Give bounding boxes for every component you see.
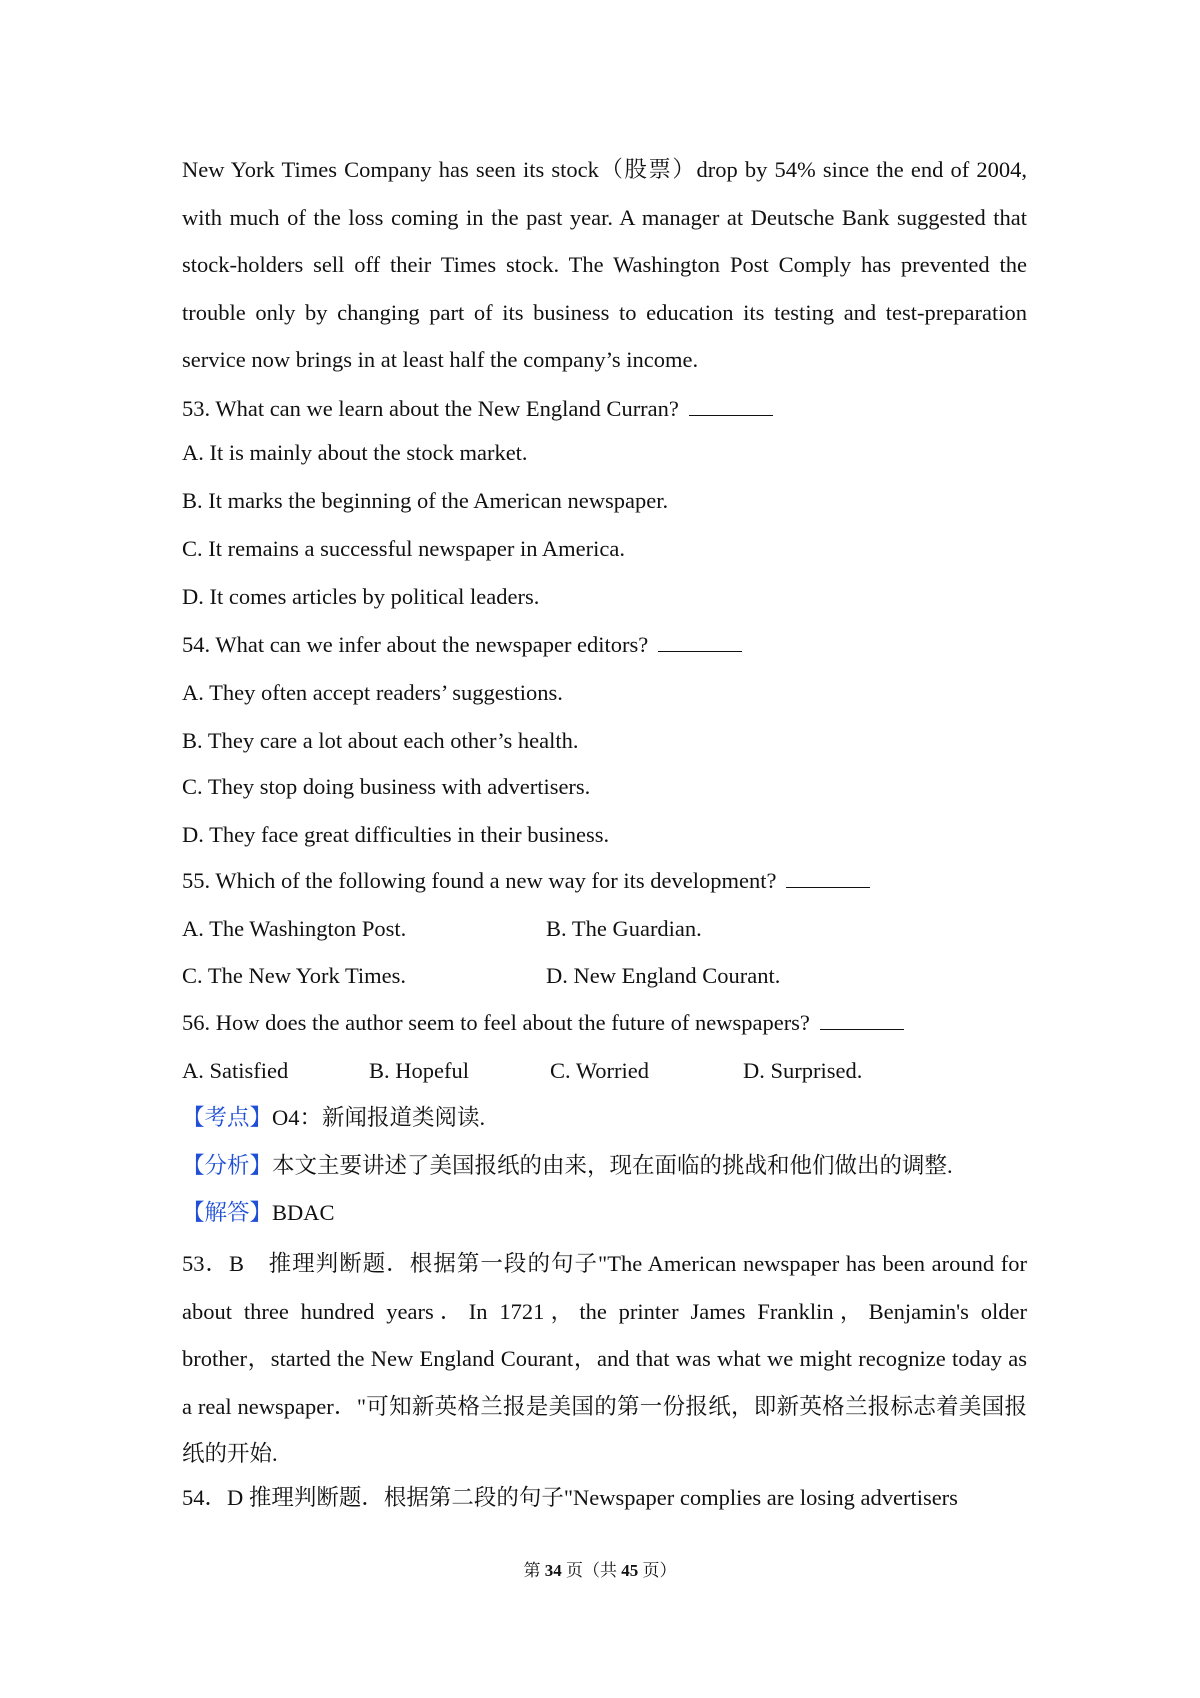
page-footer: 第 34 页（共 45 页） — [523, 1561, 677, 1580]
passage-paragraph: New York Times Company has seen its stock（股票）drop by 54% since the end of 2004, with much of the loss coming in the past year. A manager at Deutsche Bank suggested that stock-holders sell off their Times stock. The Washington Post Comply has prevented the trouble only by changing part of its business to education its testing and test-preparation service now brings in at least half the company’s income. — [182, 157, 1027, 372]
question-56-option-c: C. Worried — [550, 1058, 650, 1083]
fenxi-line: 【分析】本文主要讲述了美国报纸的由来，现在面临的挑战和他们做出的调整. — [182, 1153, 953, 1178]
question-56-stem: 56. How does the author seem to feel about the future of newspapers? — [182, 1008, 904, 1038]
question-54-option-a: A. They often accept readers’ suggestions. — [182, 680, 563, 705]
kaodian-tag: 【考点】 — [182, 1105, 273, 1130]
kaodian-line: 【考点】O4：新闻报道类阅读. — [182, 1105, 486, 1130]
page-total: 45 — [621, 1561, 639, 1580]
question-53-stem: 53. What can we learn about the New England Curran? — [182, 394, 773, 424]
answer-blank — [786, 869, 870, 888]
explanation-53: 53．B 推理判断题．根据第一段的句子"The American newspaper has been around for about three hundred years．In 1721，the printer James Franklin，Benjamin's older brother，started the New England Courant，and that was what we might recognize today as a real newspaper．"可知新英格兰报是美国的第一份报纸，即新英格兰报标志着美国报纸的开始. — [182, 1251, 1027, 1466]
question-56-option-d: D. Surprised. — [743, 1058, 863, 1083]
question-53-option-d: D. It comes articles by political leaders. — [182, 584, 540, 609]
answer-blank — [689, 397, 773, 416]
question-54-option-d: D. They face great difficulties in their business. — [182, 822, 610, 847]
question-55-option-d: D. New England Courant. — [546, 963, 781, 988]
jieda-line: 【解答】BDAC — [182, 1200, 335, 1225]
question-55-option-b: B. The Guardian. — [546, 916, 702, 941]
question-54-option-b: B. They care a lot about each other’s health. — [182, 728, 579, 753]
jieda-tag: 【解答】 — [182, 1200, 273, 1225]
explanation-54: 54．D 推理判断题．根据第二段的句子"Newspaper complies are losing advertisers — [182, 1485, 958, 1510]
page-number: 34 — [544, 1561, 562, 1580]
question-53-option-b: B. It marks the beginning of the American newspaper. — [182, 488, 669, 513]
question-53-option-a: A. It is mainly about the stock market. — [182, 440, 528, 465]
answer-blank — [820, 1011, 904, 1030]
question-53-option-c: C. It remains a successful newspaper in America. — [182, 536, 625, 561]
question-56-option-b: B. Hopeful — [369, 1058, 469, 1083]
question-54-option-c: C. They stop doing business with advertisers. — [182, 774, 591, 799]
fenxi-tag: 【分析】 — [182, 1153, 273, 1178]
question-54-stem: 54. What can we infer about the newspaper editors? — [182, 630, 742, 660]
question-55-stem: 55. Which of the following found a new way for its development? — [182, 866, 870, 896]
question-55-option-a: A. The Washington Post. — [182, 916, 407, 941]
question-55-option-c: C. The New York Times. — [182, 963, 407, 988]
answer-blank — [658, 633, 742, 652]
question-56-option-a: A. Satisfied — [182, 1058, 289, 1083]
